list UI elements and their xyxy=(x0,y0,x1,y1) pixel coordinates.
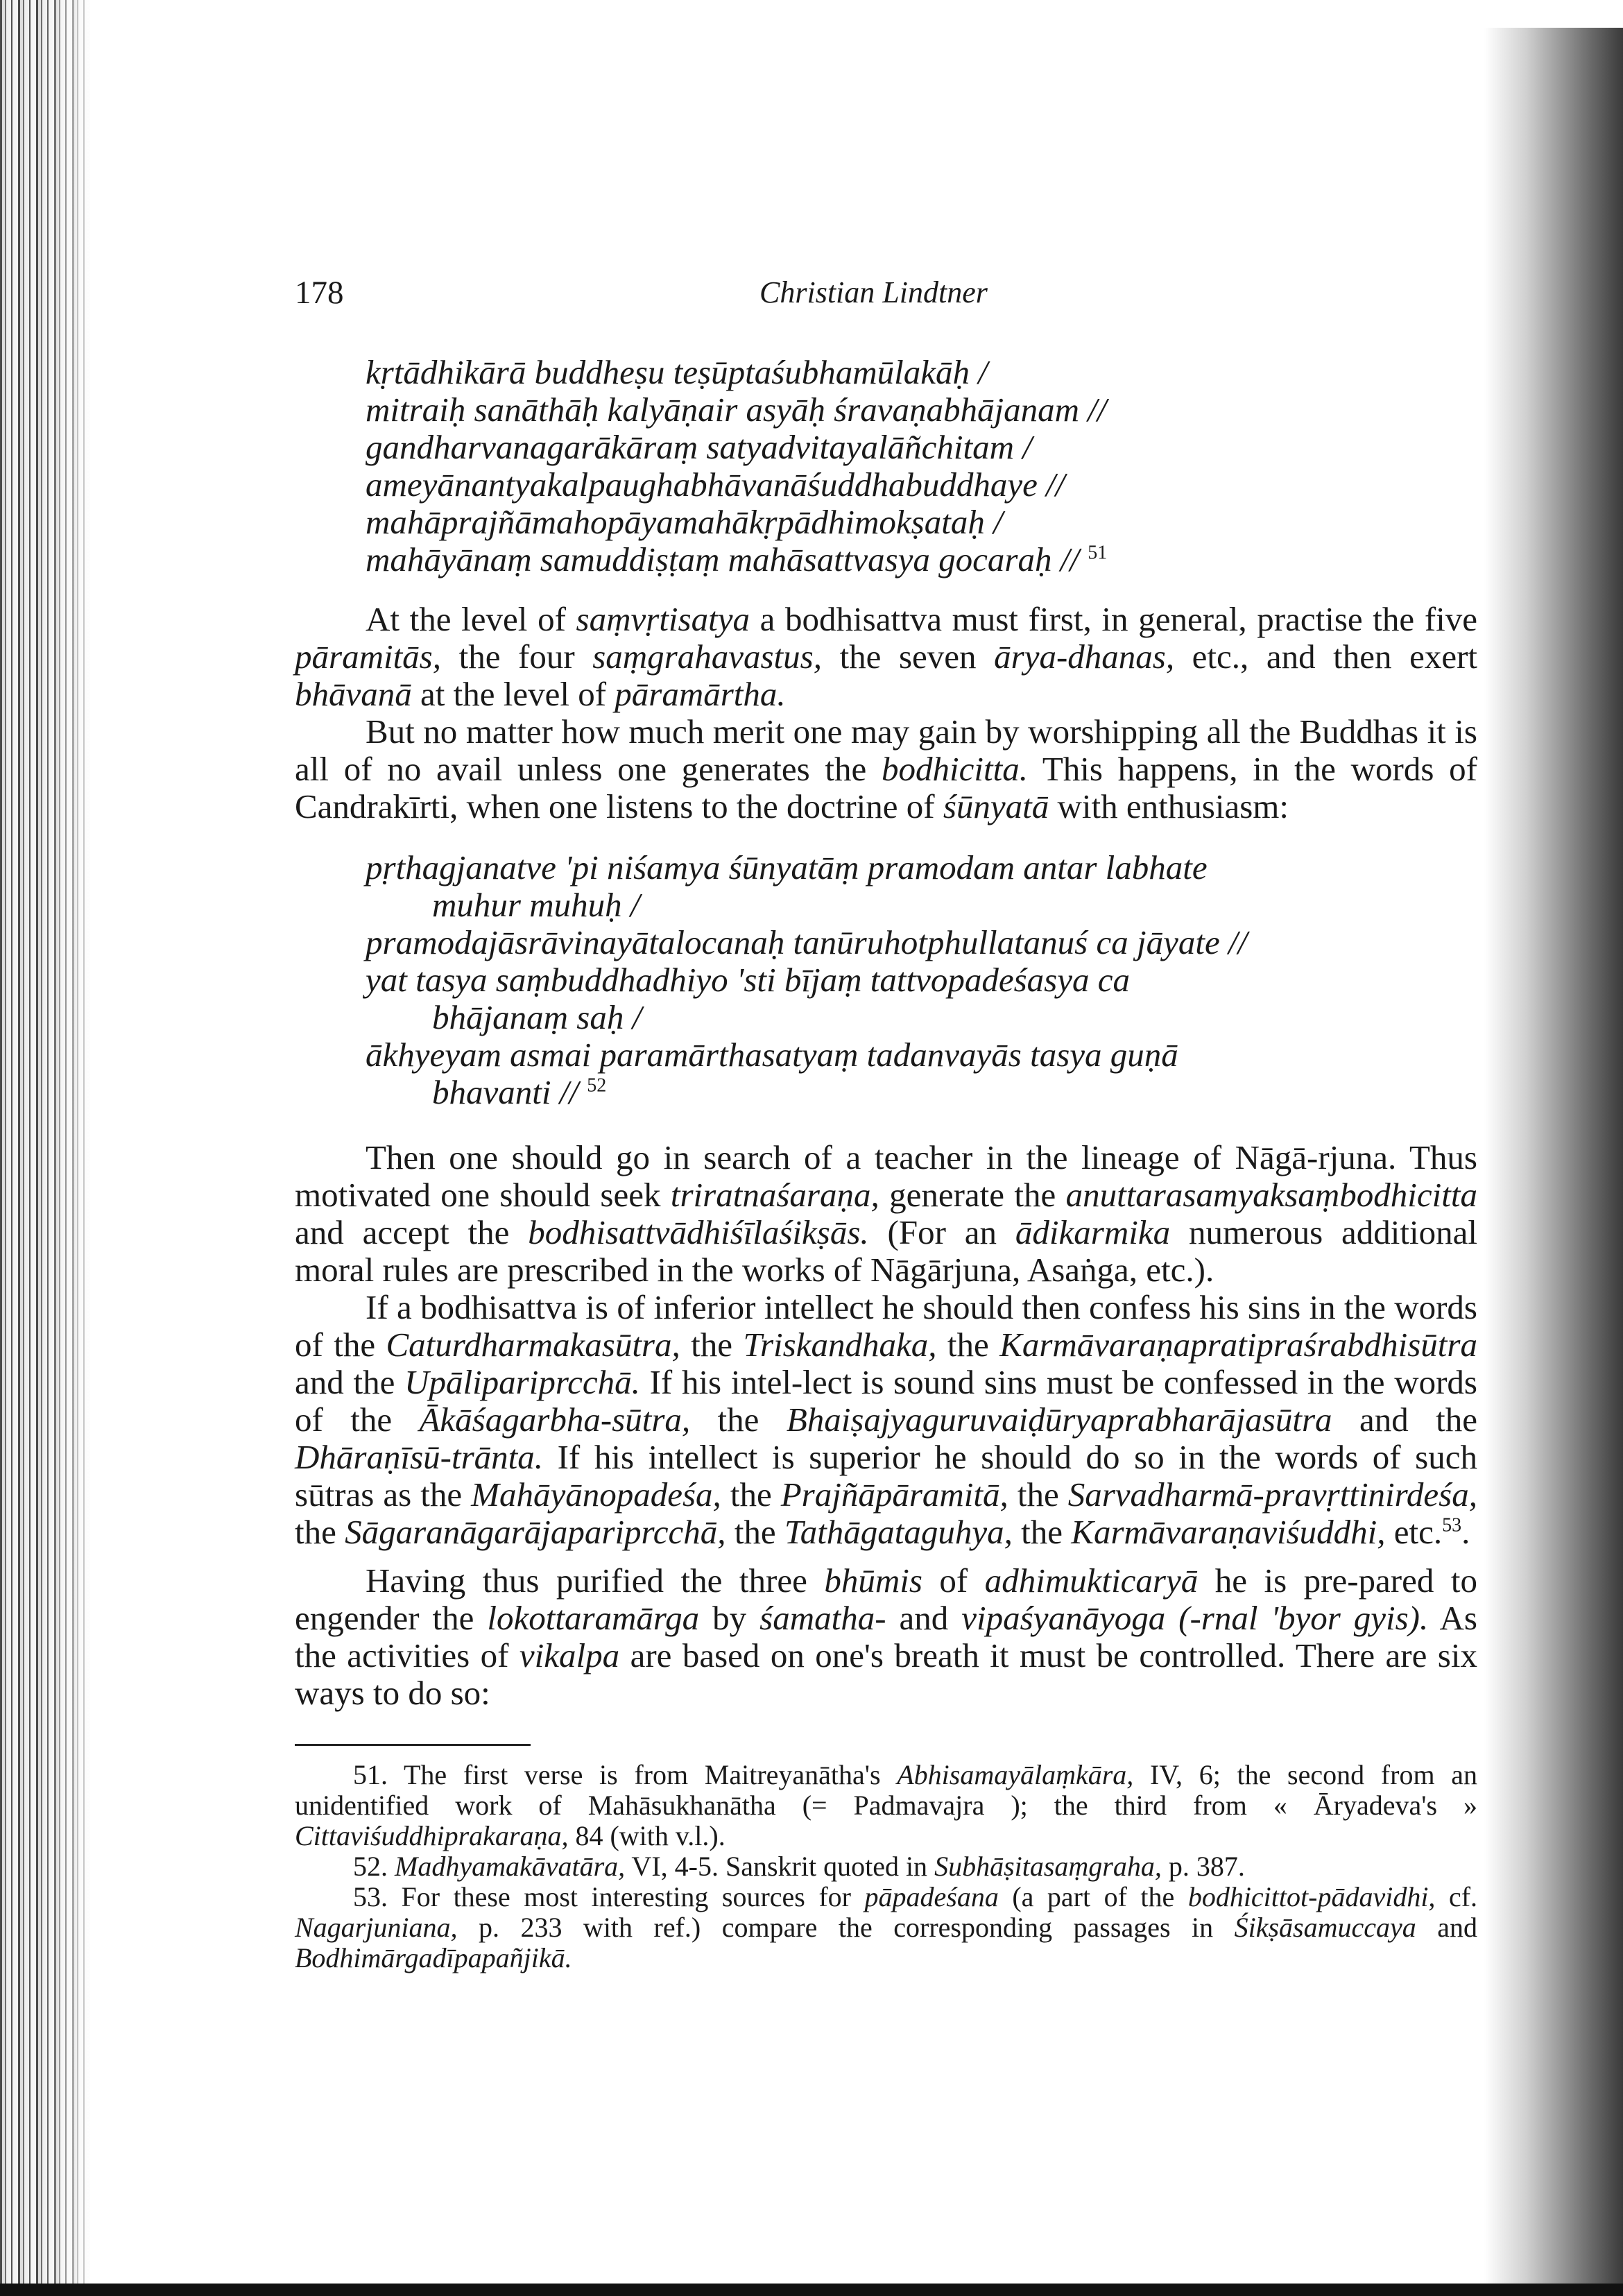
text: of xyxy=(922,1561,985,1600)
term: pāpadeśana xyxy=(864,1881,999,1912)
text: If his intellect is superior he should do so in the words of such sūtras as the xyxy=(295,1438,1477,1514)
text: the xyxy=(725,1513,784,1551)
paragraph-1 xyxy=(295,601,1477,713)
term: adhimukticaryā xyxy=(984,1561,1199,1600)
page-number: 178 xyxy=(295,275,344,311)
term: ādikarmika xyxy=(1015,1213,1171,1251)
text: Having thus purified the three xyxy=(366,1561,825,1600)
text: and xyxy=(886,1599,962,1637)
term: Dhāraṇīsū-trānta. xyxy=(295,1438,544,1476)
footnote-ref-53[interactable]: 53 xyxy=(1442,1514,1462,1536)
term: bhūmis xyxy=(824,1561,922,1600)
term: pāramārtha. xyxy=(615,675,786,713)
verse-line: ameyānantyakalpaughabhāvanāśuddhabuddhaye // xyxy=(366,465,1065,504)
term: Upālipariprcchā. xyxy=(404,1363,640,1401)
text: At the level of xyxy=(366,600,576,638)
text: This happens, in the words of Candrakīrti, when one listens to the doctrine of xyxy=(295,750,1477,825)
text: . xyxy=(1461,1513,1470,1551)
text: with enthusiasm: xyxy=(1049,787,1289,825)
term: śamatha- xyxy=(759,1599,886,1637)
term: Bodhimārgadīpapañjikā. xyxy=(295,1942,572,1973)
term: bodhicittot-pādavidhi, xyxy=(1187,1881,1436,1912)
text: and the xyxy=(1332,1400,1477,1439)
term: Ākāśagarbha-sūtra, xyxy=(419,1400,691,1439)
scan-edge-right xyxy=(1484,28,1623,2296)
footnote-ref-52[interactable]: 52 xyxy=(587,1074,607,1097)
text: the xyxy=(721,1475,781,1514)
text: numerous additional moral rules are prescribed in the works of Nāgārjuna, Asaṅga, etc.). xyxy=(295,1213,1478,1289)
text: the xyxy=(936,1326,1000,1364)
term: Karmāvaraṇapratipraśrabdhisūtra xyxy=(999,1326,1477,1364)
text: generate the xyxy=(879,1176,1066,1214)
text: the xyxy=(1008,1475,1068,1514)
term: Bhaiṣajyaguruvaiḍūryaprabharājasūtra xyxy=(786,1400,1332,1439)
text: and xyxy=(1416,1912,1477,1943)
text: p. 387. xyxy=(1161,1851,1245,1882)
verse-line: pramodajāsrāvinayātalocanaḥ tanūruhotphullatanuś ca jāyate // xyxy=(366,923,1248,961)
text: the four xyxy=(441,637,593,676)
text: 84 (with v.l.). xyxy=(568,1820,725,1851)
verse-line: pṛthagjanatve 'pi niśamya śūnyatāṃ pramodam antar labhate xyxy=(366,848,1208,886)
verse-line: bhavanti // xyxy=(432,1073,578,1111)
text: a bodhisattva must first, in general, practise the five xyxy=(749,600,1477,638)
text: are based on one's breath it must be controlled. There are six ways to do so: xyxy=(295,1636,1477,1712)
term: vikalpa xyxy=(519,1636,620,1674)
text: the seven xyxy=(822,637,995,676)
term: Karmāvaraṇaviśuddhi, xyxy=(1071,1513,1386,1551)
term: Sarvadharmā-pravṛttinirdeśa, xyxy=(1067,1475,1477,1514)
text: the xyxy=(680,1326,744,1364)
text: Then one should go in search of a teacher in the lineage of Nāgā-rjuna. Thus motivated one should seek xyxy=(295,1138,1477,1214)
term: śūnyatā xyxy=(943,787,1049,825)
scan-edge-bottom xyxy=(0,2284,1623,2296)
text: by xyxy=(699,1599,760,1637)
verse-block-1 xyxy=(366,354,1477,579)
term: Triskandhaka, xyxy=(743,1326,937,1364)
term: Nagarjuniana, xyxy=(295,1912,458,1943)
term: vipaśyanāyoga (-rnal 'byor gyis). xyxy=(961,1599,1429,1637)
term: Subhāṣitasaṃgraha, xyxy=(934,1851,1162,1882)
text: p. 233 with ref.) compare the corresponding passages in xyxy=(457,1912,1235,1943)
text: As the activities of xyxy=(295,1599,1477,1674)
term: bodhisattvādhiśīlaśikṣās. xyxy=(528,1213,869,1251)
verse-line: mitraiḥ sanāthāḥ kalyāṇair asyāḥ śravaṇabhājanam // xyxy=(366,391,1107,429)
book-page xyxy=(295,274,1477,1973)
text: 51. The first verse is from Maitreyanātha's xyxy=(353,1759,898,1790)
text: If a bodhisattva is of inferior intellect he should then confess his sins in the words of the xyxy=(295,1288,1477,1364)
verse-line: yat tasya saṃbuddhadhiyo 'sti bījaṃ tattvopadeśasya ca xyxy=(366,961,1130,999)
text: IV, 6; the second from an unidentified work of Mahāsukhanātha (= Padmavajra ); the third from « Āryadeva's » xyxy=(295,1759,1477,1821)
page-header xyxy=(295,274,1477,316)
text: and accept the xyxy=(295,1213,529,1251)
term: Abhisamayālaṃkāra, xyxy=(897,1759,1134,1790)
paragraph-5 xyxy=(295,1562,1477,1712)
term: pāramitās, xyxy=(295,637,442,676)
text: he is pre-pared to engender the xyxy=(295,1561,1477,1637)
term: lokottaramārga xyxy=(487,1599,700,1637)
term: Prajñāpāramitā, xyxy=(780,1475,1008,1514)
verse-line-last xyxy=(366,1074,1477,1111)
verse-line: gandharvanagarākāraṃ satyadvitayalāñchitam / xyxy=(366,428,1032,466)
text: etc. xyxy=(1385,1513,1443,1551)
footnote-ref-51[interactable]: 51 xyxy=(1088,542,1108,564)
text: cf. xyxy=(1435,1881,1478,1912)
verse-line: mahāyānaṃ samuddiṣṭaṃ mahāsattvasya gocaraḥ // xyxy=(366,540,1079,579)
term: Mahāyānopadeśa, xyxy=(471,1475,721,1514)
term: Tathāgataguhya, xyxy=(784,1513,1013,1551)
term: saṃvṛtisatya xyxy=(576,600,750,638)
text: the xyxy=(690,1400,787,1439)
text: at the level of xyxy=(411,675,615,713)
verse-block-2 xyxy=(366,849,1477,1111)
text: the xyxy=(1012,1513,1072,1551)
term: triratnaśaraṇa, xyxy=(670,1176,879,1214)
verse-line: kṛtādhikārā buddheṣu teṣūptaśubhamūlakāḥ / xyxy=(366,353,988,391)
term: saṃgrahavastus, xyxy=(592,637,822,676)
footnote-53 xyxy=(295,1882,1477,1973)
text: the xyxy=(295,1513,345,1551)
term: Śikṣāsamuccaya xyxy=(1234,1912,1416,1943)
term: Caturdharmakasūtra, xyxy=(386,1326,680,1364)
verse-line: ākhyeyam asmai paramārthasatyaṃ tadanvayās tasya guṇā xyxy=(366,1036,1178,1074)
text: 53. For these most interesting sources for xyxy=(353,1881,865,1912)
text: etc., and then exert xyxy=(1174,637,1477,676)
footnote-52 xyxy=(295,1851,1477,1882)
term: Cittaviśuddhiprakaraṇa, xyxy=(295,1820,569,1851)
term: bhāvanā xyxy=(295,675,412,713)
footnote-divider xyxy=(295,1744,531,1746)
footnotes xyxy=(295,1760,1477,1973)
term: ārya-dhanas, xyxy=(994,637,1175,676)
running-title: Christian Lindtner xyxy=(759,275,988,309)
term: Sāgaranāgarājapariprcchā, xyxy=(345,1513,726,1551)
scan-edge-left-fade xyxy=(42,0,104,2296)
text: But no matter how much merit one may gain by worshipping all the Buddhas it is all of no avail unless one generates the xyxy=(295,712,1477,788)
text: VI, 4-5. Sanskrit quoted in xyxy=(625,1851,935,1882)
term: Madhyamakāvatāra, xyxy=(395,1851,626,1882)
text: 52. xyxy=(353,1851,395,1882)
text: (For an xyxy=(868,1213,1015,1251)
verse-line-last xyxy=(366,541,1477,579)
paragraph-4 xyxy=(295,1289,1477,1551)
text: (a part of the xyxy=(998,1881,1188,1912)
text: If his intel-lect is sound sins must be confessed in the words of the xyxy=(295,1363,1477,1439)
term: bodhicitta. xyxy=(882,750,1028,788)
paragraph-3 xyxy=(295,1139,1477,1289)
verse-line: muhur muhuḥ / xyxy=(432,886,640,924)
verse-line: mahāprajñāmahopāyamahākṛpādhimokṣataḥ / xyxy=(366,503,1003,541)
footnote-51 xyxy=(295,1760,1477,1851)
text: and the xyxy=(295,1363,405,1401)
paragraph-2 xyxy=(295,713,1477,825)
verse-line: bhājanaṃ saḥ / xyxy=(432,998,642,1036)
term: anuttarasamyaksaṃbodhicitta xyxy=(1065,1176,1477,1214)
